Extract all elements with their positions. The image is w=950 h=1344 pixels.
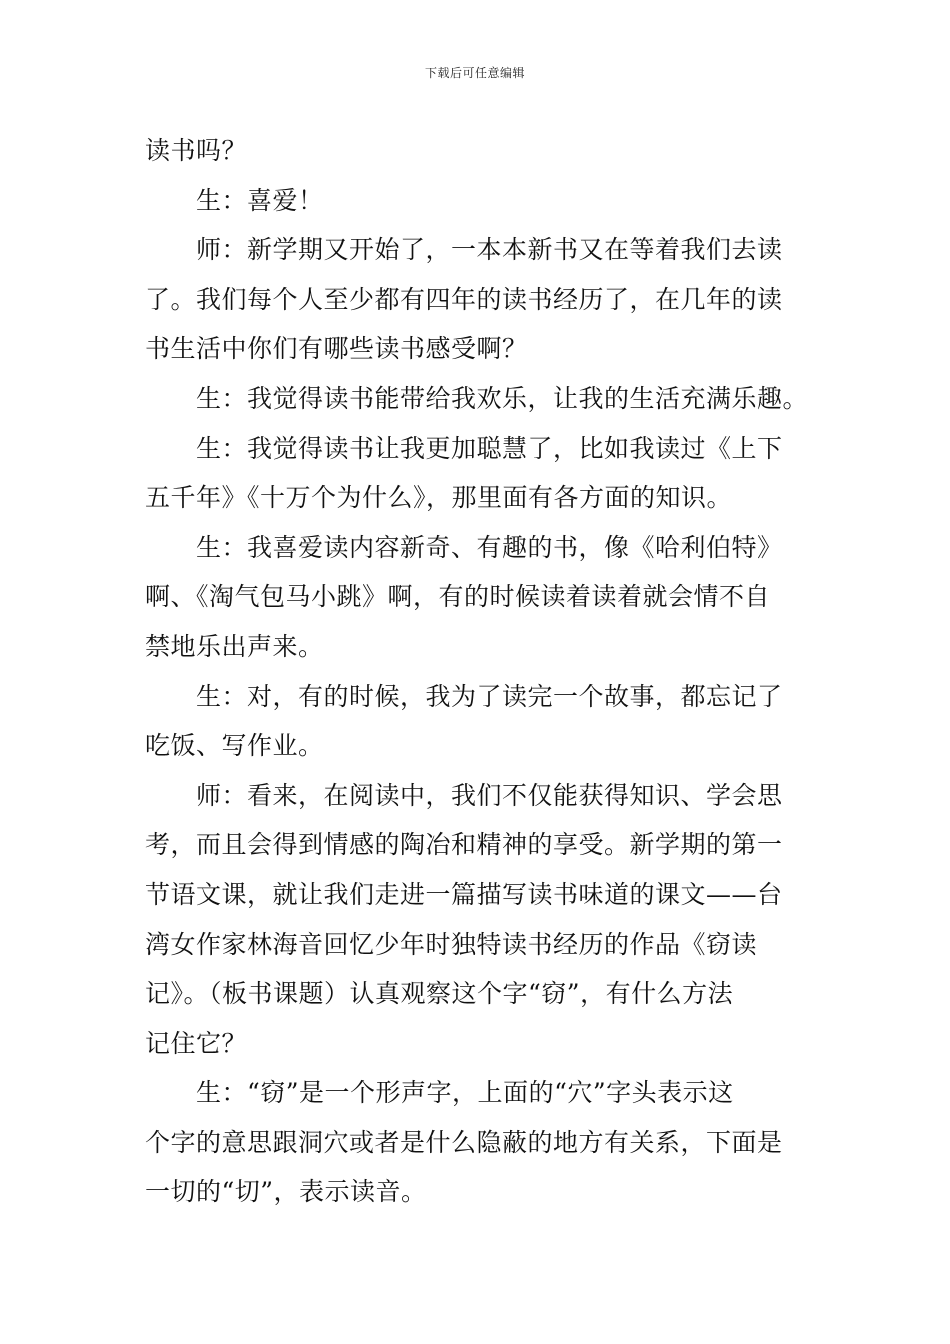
text-line: 生：我喜爱读内容新奇、有趣的书，像《哈利伯特》 [196,532,783,562]
text-line: 节语文课，就让我们走进一篇描写读书味道的课文——台 [145,879,783,909]
text-line: 了。我们每个人至少都有四年的读书经历了，在几年的读 [145,284,783,314]
text-line: 禁地乐出声来。 [145,631,324,661]
text-line: 啊、《淘气包马小跳》啊，有的时候读着读着就会情不自 [145,582,771,612]
text-line: 一切的“切”，表示读音。 [145,1177,427,1207]
text-line: 记住它？ [145,1028,248,1058]
document-body [145,126,807,1217]
text-line: 书生活中你们有哪些读书感受啊？ [145,334,528,364]
page-header: 下载后可任意编辑 [424,66,525,80]
text-line: 生：我觉得读书让我更加聪慧了，比如我读过《上下 [196,433,783,463]
text-line: 师：新学期又开始了，一本本新书又在等着我们去读 [196,235,783,265]
text-line: 师：看来，在阅读中，我们不仅能获得知识、学会思 [196,780,783,810]
text-line: 读书吗？ [145,136,248,165]
text-line: 湾女作家林海音回忆少年时独特读书经历的作品《窃读 [145,929,758,959]
text-line: 吃饭、写作业。 [145,731,324,761]
text-line: 生：我觉得读书能带给我欢乐，让我的生活充满乐趣。 [196,383,809,413]
text-line: 个字的意思跟洞穴或者是什么隐蔽的地方有关系，下面是 [145,1127,783,1157]
text-line: 考，而且会得到情感的陶冶和精神的享受。新学期的第一 [145,830,783,860]
text-line: 生：“窃”是一个形声字，上面的“穴”字头表示这 [196,1078,734,1108]
text-line: 生：对，有的时候，我为了读完一个故事，都忘记了 [196,681,783,711]
text-line: 记》。（板书课题）认真观察这个字“窃”，有什么方法 [145,979,734,1009]
text-line: 五千年》《十万个为什么》，那里面有各方面的知识。 [145,483,733,513]
text-line: 生：喜爱！ [196,185,324,215]
